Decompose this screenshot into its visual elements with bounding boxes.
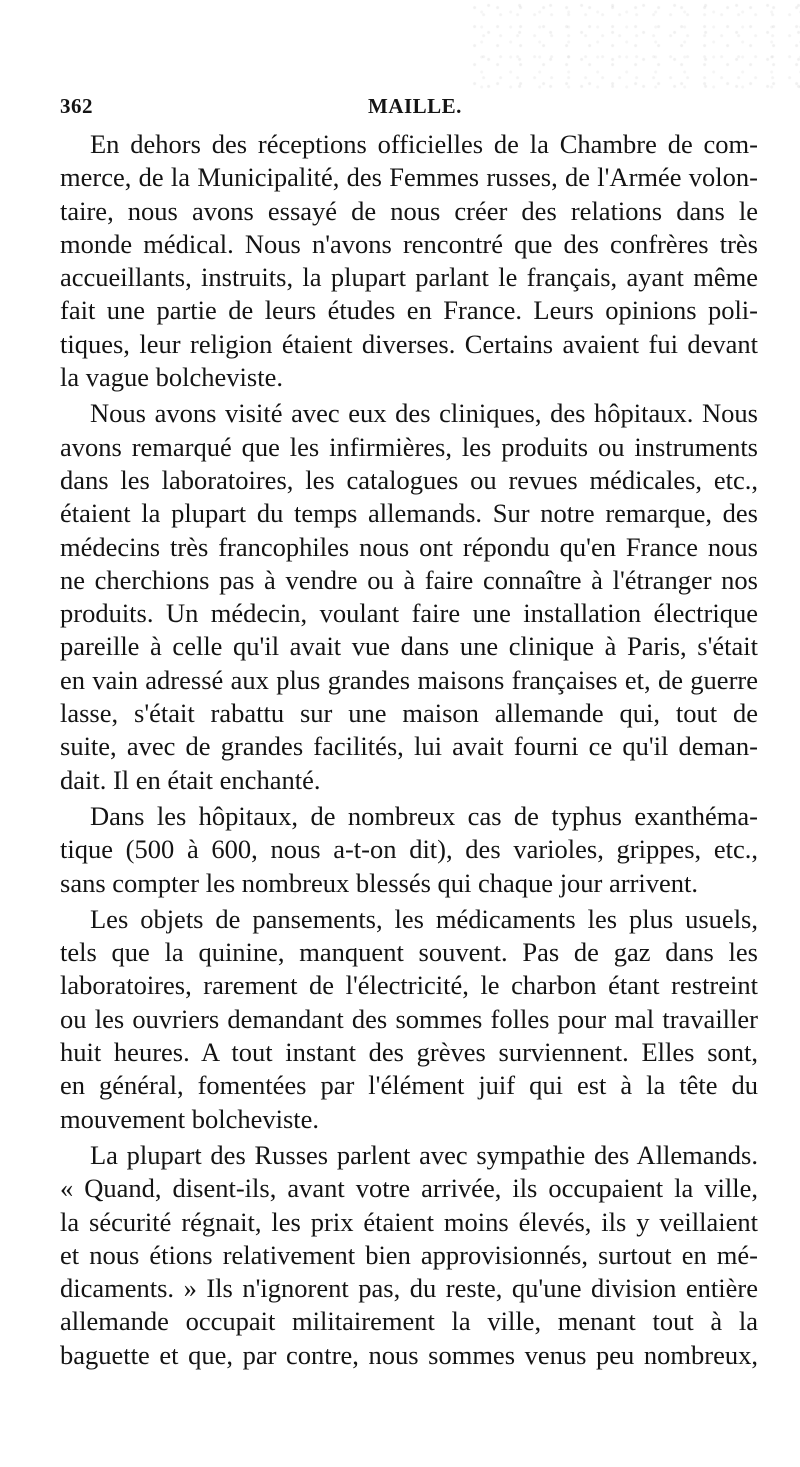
- text-line: La plupart des Russes parlent avec sympathie des Allemands.: [90, 1139, 758, 1170]
- text-line: sans compter les nombreux blessés qui chaque jour arrivent.: [60, 867, 699, 898]
- paragraph: [60, 903, 758, 1136]
- text-line: allemande occupait militairement la ville, menant tout à la: [60, 1306, 758, 1337]
- book-page: [60, 88, 758, 1372]
- text-line: lasse, s'était rabattu sur une maison allemande qui, tout de: [60, 698, 758, 729]
- running-head: [60, 88, 758, 128]
- text-line: mouvement bolcheviste.: [60, 1103, 320, 1134]
- paragraph: [60, 1139, 758, 1372]
- text-line: en général, fomentées par l'élément juif qui est à la tête du: [60, 1070, 758, 1101]
- text-line: produits. Un médecin, voulant faire une installation électrique: [60, 598, 758, 629]
- text-line: Nous avons visité avec eux des cliniques, des hôpitaux. Nous: [90, 398, 758, 429]
- text-line: dans les laboratoires, les catalogues ou revues médicales, etc.,: [60, 464, 758, 495]
- text-line: étaient la plupart du temps allemands. Sur notre remarque, des: [60, 498, 758, 529]
- text-line: fait une partie de leurs études en France. Leurs opinions poli-: [60, 295, 758, 326]
- text-line: avons remarqué que les infirmières, les produits ou instruments: [60, 431, 758, 462]
- text-line: tique (500 à 600, nous a-t-on dit), des varioles, grippes, etc.,: [60, 834, 758, 865]
- text-line: dicaments. » Ils n'ignorent pas, du reste, qu'une division entière: [60, 1273, 758, 1304]
- text-line: tiques, leur religion étaient diverses. Certains avaient fui devant: [60, 328, 758, 359]
- text-line: et nous étions relativement bien approvisionnés, surtout en mé-: [60, 1239, 758, 1270]
- paragraph: [60, 800, 758, 900]
- text-line: accueillants, instruits, la plupart parlant le français, ayant même: [60, 262, 758, 293]
- paragraph: [60, 397, 758, 797]
- text-line: médecins très francophiles nous ont répondu qu'en France nous: [60, 531, 758, 562]
- text-line: dait. Il en était enchanté.: [60, 764, 321, 795]
- page-number: 362: [60, 94, 93, 118]
- text-line: merce, de la Municipalité, des Femmes russes, de l'Armée volon-: [60, 162, 758, 193]
- text-line: « Quand, disent-ils, avant votre arrivée, ils occupaient la ville,: [60, 1173, 758, 1204]
- text-line: taire, nous avons essayé de nous créer des relations dans le: [60, 195, 758, 226]
- text-line: huit heures. A tout instant des grèves surviennent. Elles sont,: [60, 1037, 758, 1068]
- body-text: [60, 128, 758, 1372]
- text-line: ou les ouvriers demandant des sommes folles pour mal travailler: [60, 1003, 758, 1034]
- text-line: baguette et que, par contre, nous sommes venus peu nombreux,: [60, 1339, 758, 1370]
- text-line: pareille à celle qu'il avait vue dans une clinique à Paris, s'était: [60, 631, 758, 662]
- text-line: suite, avec de grandes facilités, lui avait fourni ce qu'il deman-: [60, 731, 758, 762]
- text-line: la sécurité régnait, les prix étaient moins élevés, ils y veillaient: [60, 1206, 758, 1237]
- text-line: tels que la quinine, manquent souvent. Pas de gaz dans les: [60, 937, 758, 968]
- text-line: ne cherchions pas à vendre ou à faire connaître à l'étranger nos: [60, 564, 758, 595]
- scan-speckle: [470, 0, 800, 90]
- text-line: laboratoires, rarement de l'électricité, le charbon étant restreint: [60, 970, 758, 1001]
- text-line: Dans les hôpitaux, de nombreux cas de typhus exanthéma-: [90, 800, 758, 831]
- text-line: En dehors des réceptions officielles de la Chambre de com-: [90, 129, 758, 159]
- running-title: MAILLE.: [368, 94, 462, 118]
- paragraph: [60, 128, 758, 394]
- text-line: monde médical. Nous n'avons rencontré que des confrères très: [60, 228, 758, 259]
- text-line: en vain adressé aux plus grandes maisons françaises et, de guerre: [60, 664, 758, 695]
- text-line: Les objets de pansements, les médicaments les plus usuels,: [90, 903, 758, 934]
- text-line: la vague bolcheviste.: [60, 362, 283, 393]
